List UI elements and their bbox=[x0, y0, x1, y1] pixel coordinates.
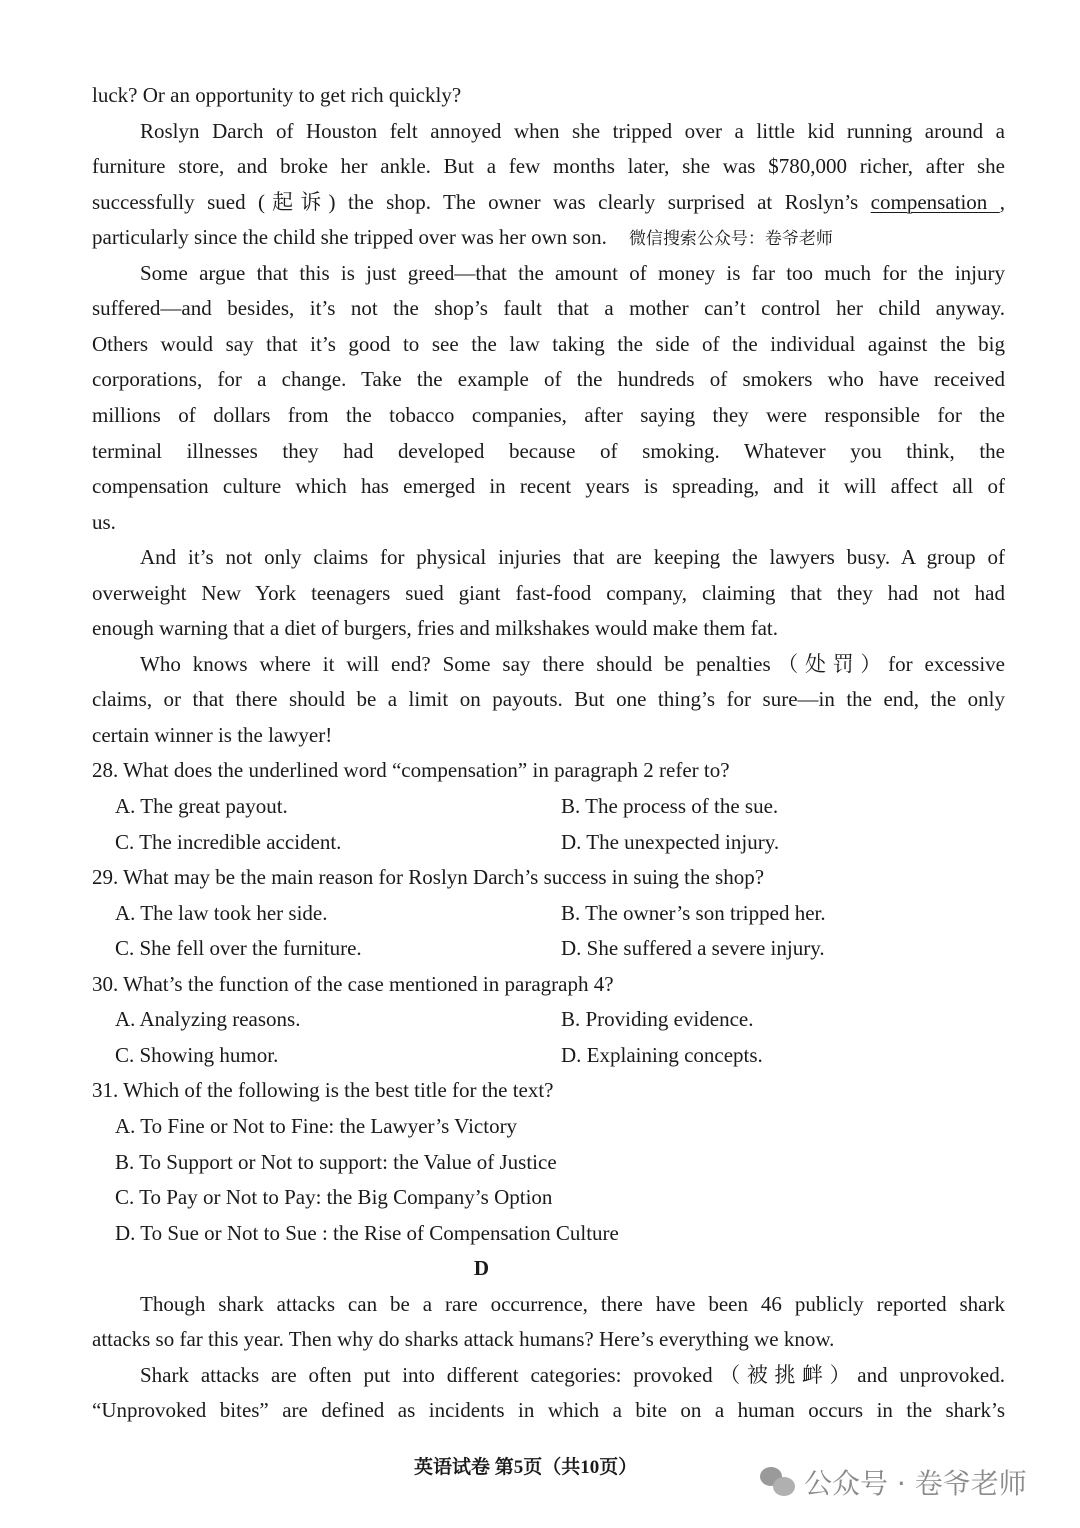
answer-option: D. The unexpected injury. bbox=[561, 829, 780, 854]
answer-option: A. The law took her side. bbox=[115, 900, 328, 925]
line-text: furniture store, and broke her ankle. But a few months later, she was $780,000 richer, after she bbox=[92, 154, 1005, 179]
section-heading: D bbox=[473, 1256, 490, 1281]
text-line bbox=[92, 717, 1005, 753]
text-line bbox=[92, 290, 1005, 326]
answer-option: A. To Fine or Not to Fine: the Lawyer’s Victory bbox=[115, 1113, 518, 1138]
line-text: Who knows where it will end? Some say there should be penalties（处罚）for excessive bbox=[140, 651, 1005, 676]
line-text: enough warning that a diet of burgers, fries and milkshakes would make them fat. bbox=[92, 616, 779, 641]
text-line bbox=[92, 468, 1005, 504]
question-stem: 28. What does the underlined word “compensation” in paragraph 2 refer to? bbox=[92, 758, 730, 783]
line-text: attacks so far this year. Then why do sharks attack humans? Here’s everything we know. bbox=[92, 1327, 835, 1352]
line-text: certain winner is the lawyer! bbox=[92, 722, 333, 747]
answer-option: D. Explaining concepts. bbox=[561, 1042, 763, 1067]
answer-option: C. She fell over the furniture. bbox=[115, 936, 362, 961]
wechat-search-watermark: 微信搜索公众号：卷爷老师 bbox=[628, 229, 833, 250]
text-line bbox=[92, 361, 1005, 397]
question-stem: 29. What may be the main reason for Roslyn Darch’s success in suing the shop? bbox=[92, 865, 765, 890]
page-footer: 英语试卷 第5页（共10页） bbox=[414, 1457, 638, 1478]
text-line bbox=[92, 184, 1005, 220]
answer-option: D. To Sue or Not to Sue : the Rise of Compensation Culture bbox=[115, 1220, 619, 1245]
line-text: corporations, for a change. Take the example of the hundreds of smokers who have received bbox=[92, 367, 1005, 392]
answer-option: C. The incredible accident. bbox=[115, 829, 342, 854]
text-line bbox=[140, 646, 1005, 682]
line-text: Some argue that this is just greed—that the amount of money is far too much for the injury bbox=[140, 260, 1005, 285]
answer-option: B. The owner’s son tripped her. bbox=[561, 900, 826, 925]
text-line bbox=[92, 610, 1005, 646]
line-punct: , bbox=[999, 189, 1005, 214]
text-line bbox=[92, 575, 1005, 611]
line-text: Others would say that it’s good to see the law taking the side of the individual against the big bbox=[92, 331, 1005, 356]
answer-option: B. To Support or Not to support: the Value of Justice bbox=[115, 1149, 557, 1174]
text-line bbox=[92, 326, 1005, 362]
line-text: us. bbox=[92, 509, 116, 534]
answer-option: B. The process of the sue. bbox=[561, 794, 779, 818]
line-text: successfully sued (起诉) the shop. The owner was clearly surprised at Roslyn’s bbox=[92, 189, 871, 214]
wechat-icon bbox=[760, 1467, 796, 1497]
line-text: suffered—and besides, it’s not the shop’s fault that a mother can’t control her child anyway. bbox=[92, 296, 1005, 321]
text-line bbox=[92, 1392, 1005, 1428]
text-line bbox=[92, 433, 1005, 469]
text-line bbox=[92, 77, 1005, 113]
brand-watermark bbox=[760, 1462, 1027, 1502]
line-text: Though shark attacks can be a rare occurrence, there have been 46 publicly reported shark bbox=[140, 1291, 1005, 1316]
line-text: luck? Or an opportunity to get rich quickly? bbox=[92, 83, 462, 107]
text-line bbox=[140, 539, 1005, 575]
answer-option: A. The great payout. bbox=[115, 794, 288, 818]
line-text: And it’s not only claims for physical injuries that are keeping the lawyers busy. A group of bbox=[140, 545, 1005, 570]
answer-option: C. To Pay or Not to Pay: the Big Company’s Option bbox=[115, 1185, 553, 1210]
text-line bbox=[140, 113, 1005, 149]
line-text: claims, or that there should be a limit on payouts. But one thing’s for sure—in the end, the only bbox=[92, 687, 1005, 712]
brand-text: 公众号 · 卷爷老师 bbox=[804, 1467, 1027, 1500]
line-text: particularly since the child she tripped over was her own son. bbox=[92, 225, 607, 250]
line-text: “Unprovoked bites” are defined as incidents in which a bite on a human occurs in the shark’s bbox=[92, 1398, 1005, 1423]
line-text: compensation culture which has emerged in recent years is spreading, and it will affect all of bbox=[92, 474, 1005, 499]
text-line bbox=[140, 1286, 1005, 1322]
text-line bbox=[92, 504, 1005, 540]
line-text: Shark attacks are often put into different categories: provoked（被挑衅）and unprovoked. bbox=[140, 1362, 1005, 1387]
question-stem: 30. What’s the function of the case mentioned in paragraph 4? bbox=[92, 971, 614, 996]
underlined-word: compensation bbox=[870, 189, 1000, 214]
text-line bbox=[92, 219, 1005, 255]
answer-option: A. Analyzing reasons. bbox=[115, 1007, 301, 1032]
line-text: terminal illnesses they had developed because of smoking. Whatever you think, the bbox=[92, 438, 1005, 463]
text-line bbox=[92, 397, 1005, 433]
line-text: Roslyn Darch of Houston felt annoyed when she tripped over a little kid running around a bbox=[140, 118, 1005, 143]
answer-option: C. Showing humor. bbox=[115, 1042, 279, 1067]
question-stem: 31. Which of the following is the best title for the text? bbox=[92, 1078, 554, 1103]
text-line bbox=[140, 1357, 1005, 1393]
answer-option: B. Providing evidence. bbox=[561, 1007, 754, 1032]
text-line bbox=[92, 1321, 1005, 1357]
text-line bbox=[92, 681, 1005, 717]
line-text: millions of dollars from the tobacco companies, after saying they were responsible for the bbox=[92, 402, 1005, 427]
text-line bbox=[140, 255, 1005, 291]
answer-option: D. She suffered a severe injury. bbox=[561, 936, 825, 961]
text-line bbox=[92, 148, 1005, 184]
line-text: overweight New York teenagers sued giant fast-food company, claiming that they had not had bbox=[92, 580, 1005, 605]
